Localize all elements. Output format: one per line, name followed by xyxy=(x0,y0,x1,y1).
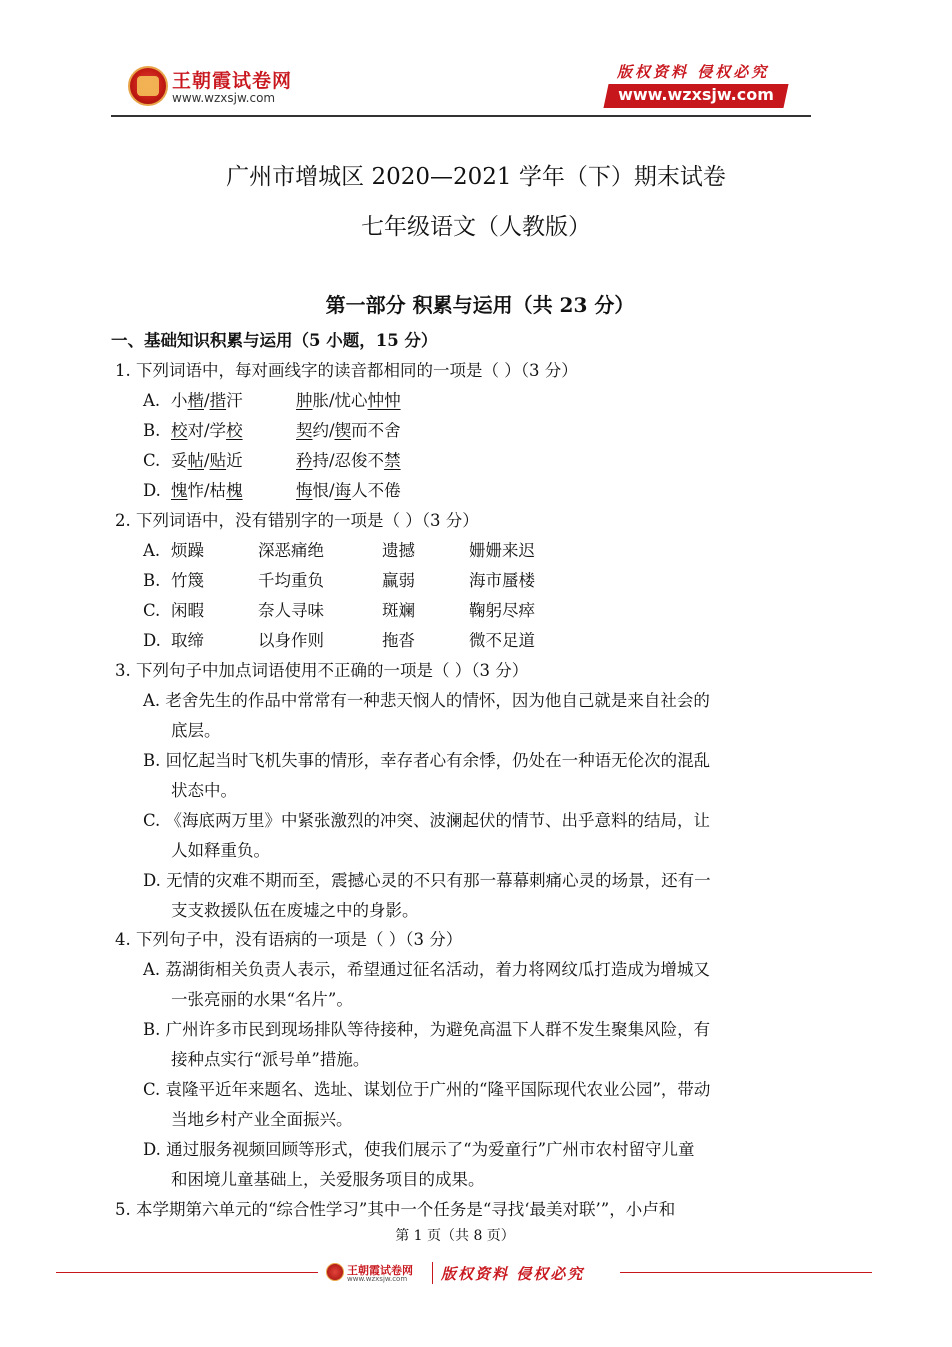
q3-option-b-cont: 状态中。 xyxy=(171,781,237,800)
section-heading: 第一部分 积累与运用（共 23 分） xyxy=(325,293,635,317)
footer-divider-right xyxy=(620,1272,872,1273)
q3-option-a-cont: 底层。 xyxy=(171,721,221,740)
q1-option-b: B. 校对/学校 契约/锲而不舍 xyxy=(143,421,401,440)
question-3-stem: 3. 下列句子中加点词语使用不正确的一项是（ ）（3 分） xyxy=(115,661,529,680)
q1-option-a: A. 小楷/揩汗 肿胀/忧心忡忡 xyxy=(143,391,401,410)
brand-url: www.wzxsjw.com xyxy=(172,91,276,105)
q2-option-d: D. 取缔 以身作则 拖沓 微不足道 xyxy=(143,631,535,650)
footer-brand-name: 王朝霞试卷网 xyxy=(347,1264,413,1277)
q3-option-d: D. 无情的灾难不期而至，震撼心灵的不只有那一幕幕刺痛心灵的场景，还有一 xyxy=(143,871,711,890)
q4-option-b: B. 广州许多市民到现场排队等待接种，为避免高温下人群不发生聚集风险，有 xyxy=(143,1020,711,1039)
q4-option-a-cont: 一张亮丽的水果“名片”。 xyxy=(171,990,353,1009)
page-title: 广州市增城区 2020—2021 学年（下）期末试卷 xyxy=(226,164,726,190)
q4-option-c: C. 袁隆平近年来题名、选址、谋划位于广州的“隆平国际现代农业公园”，带动 xyxy=(143,1080,711,1099)
question-1-stem: 1. 下列词语中，每对画线字的读音都相同的一项是（ ）（3 分） xyxy=(115,361,578,380)
question-2-stem: 2. 下列词语中，没有错别字的一项是（ ）（3 分） xyxy=(115,511,479,530)
brand-logo-icon xyxy=(128,66,168,106)
q3-option-c-cont: 人如释重负。 xyxy=(171,841,270,860)
url-banner-text: www.wzxsjw.com xyxy=(618,85,774,104)
q3-option-a: A. 老舍先生的作品中常常有一种悲天悯人的情怀，因为他自己就是来自社会的 xyxy=(143,691,710,710)
q4-option-b-cont: 接种点实行“派号单”措施。 xyxy=(171,1050,370,1069)
footer-divider-left xyxy=(56,1272,318,1273)
header-divider xyxy=(111,115,811,117)
q1-option-d: D. 愧怍/枯槐 悔恨/诲人不倦 xyxy=(143,481,401,500)
footer-brand-url: www.wzxsjw.com xyxy=(347,1275,408,1283)
q3-option-d-cont: 支支救援队伍在废墟之中的身影。 xyxy=(171,901,419,920)
q3-option-b: B. 回忆起当时飞机失事的情形，幸存者心有余悸，仍处在一种语无伦次的混乱 xyxy=(143,751,711,770)
q1-option-c: C. 妥帖/贴近 矜持/忍俊不禁 xyxy=(143,451,401,470)
question-5-stem: 5. 本学期第六单元的“综合性学习”其中一个任务是“寻找‘最美对联’”，小卢和 xyxy=(115,1200,676,1219)
q2-option-b: B. 竹篾 千均重负 赢弱 海市蜃楼 xyxy=(143,571,535,590)
page-number: 第 1 页（共 8 页） xyxy=(395,1228,515,1244)
q4-option-d: D. 通过服务视频回顾等形式，使我们展示了“为爱童行”广州市农村留守儿童 xyxy=(143,1140,695,1159)
footer-logo-icon xyxy=(326,1263,344,1281)
q2-option-a: A. 烦躁 深恶痛绝 遗撼 姗姗来迟 xyxy=(143,541,535,560)
brand-name: 王朝霞试卷网 xyxy=(172,70,293,92)
q3-option-c: C. 《海底两万里》中紧张激烈的冲突、波澜起伏的情节、出乎意料的结局，让 xyxy=(143,811,711,830)
q2-option-c: C. 闲暇 奈人寻味 斑斓 鞠躬尽瘁 xyxy=(143,601,535,620)
page-subtitle: 七年级语文（人教版） xyxy=(361,214,591,240)
q4-option-c-cont: 当地乡村产业全面振兴。 xyxy=(171,1110,353,1129)
footer-copyright: 版权资料 侵权必究 xyxy=(441,1265,585,1283)
copyright-notice: 版权资料 侵权必究 xyxy=(617,63,770,81)
footer-separator xyxy=(432,1262,433,1284)
q4-option-a: A. 荔湖街相关负责人表示，希望通过征名活动，着力将网纹瓜打造成为增城又 xyxy=(143,960,710,979)
question-4-stem: 4. 下列句子中，没有语病的一项是（ ）（3 分） xyxy=(115,930,463,949)
part-heading: 一、基础知识积累与运用（5 小题，15 分） xyxy=(111,331,438,350)
q4-option-d-cont: 和困境儿童基础上，关爱服务项目的成果。 xyxy=(171,1170,485,1189)
